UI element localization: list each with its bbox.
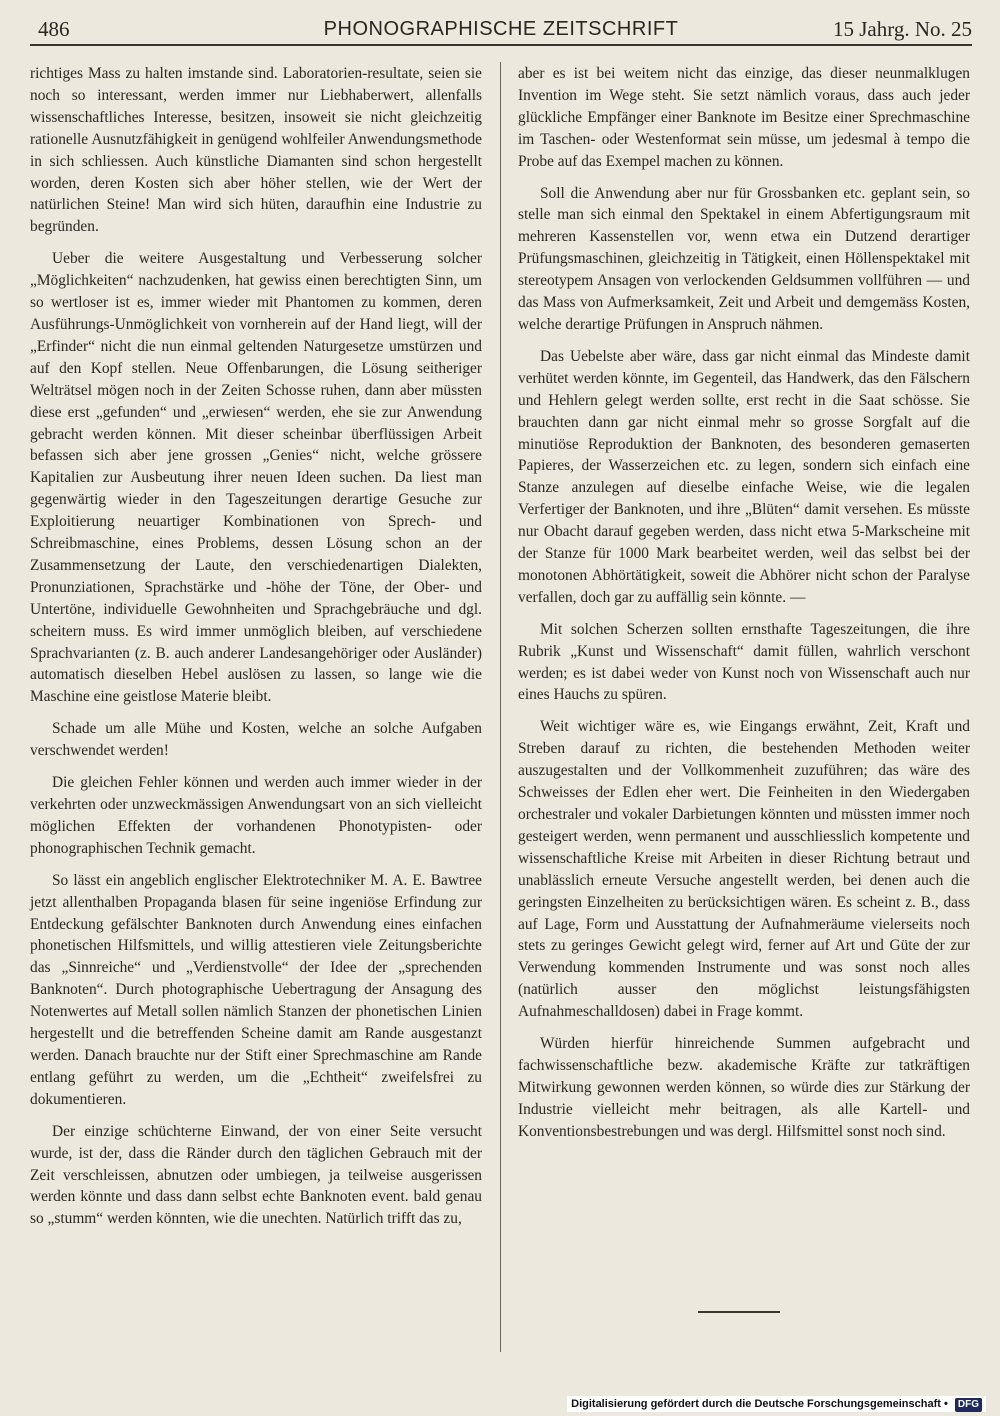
credit-text: Digitalisierung gefördert durch die Deutsche Forschungsgemeinschaft (571, 1398, 941, 1410)
paragraph: Der einzige schüchterne Einwand, der von einer Seite versucht wurde, ist der, dass die Ränder durch den täglichen Gebrauch mit der Zeit verschleissen, abnutzen oder umbiegen, ja teilweise ausgerissen werden könnte und dass dann selbst echte Banknoten event. bald genau so „stumm“ werden könnten, wie die unechten. Natürlich trifft das zu, (30, 1122, 482, 1228)
article-end-rule (698, 1311, 780, 1313)
right-column (518, 63, 970, 1153)
paragraph: Würden hierfür hinreichende Summen aufgebracht und fachwissenschaftliche bezw. akademische Kräfte zur tatkräftigen Mitwirkung gewonnen werden können, so würde dies zur Stärkung der Industrie vielleicht mehr beitragen, als alle Kartell- und Konventionsbestrebungen und was dergl. Hilfsmittel sonst noch sind. (518, 1035, 970, 1140)
digitization-credit: Digitalisierung gefördert durch die Deutsche Forschungsgemeinschaft • DFG (567, 1396, 986, 1412)
journal-title: PHONOGRAPHISCHE ZEITSCHRIFT (323, 18, 679, 40)
paragraph: Mit solchen Scherzen sollten ernsthafte Tageszeitungen, die ihre Rubrik „Kunst und Wissenschaft“ damit füllen, wahrlich verschont werden; es ist dabei weder von Kunst noch von Wissenschaft auch nur eines Hauchs zu spüren. (518, 620, 970, 704)
paragraph: Ueber die weitere Ausgestaltung und Verbesserung solcher „Möglichkeiten“ nachzudenken, hat gewiss einen berechtigten Sinn, um so wertloser ist es, immer wieder mit Phantomen zu kommen, deren Ausführungs-Unmöglichkeit von vornherein auf der Hand liegt, will der „Erfinder“ nicht die nun einmal geltenden Naturgesetze umstürzen und auf den Kopf stellen. Neue Offenbarungen, die Lösung seitheriger Welträtsel mögen noch in der Zeiten Schosse ruhen, dann aber müssten diese erst „gefunden“ und „erwiesen“ werden, ehe sie zur Anwendung gebracht werden können. Mit dieser scheinbar überflüssigen Arbeit befassen sich aber jene grossen „Genies“ nicht, welche grössere Kapitalien zur Ausbeutung ihrer neuen Ideen suchen. Da liest man gegenwärtig wieder in den Tageszeitungen derartige Gesuche zur Exploitierung neuartiger Kombinationen von Sprech- und Schreibmaschine, eines Problems, dessen Lösung schon an der Zusammensetzung der Laute, den verschiedenartigen Dialekten, Pronunziationen, Sprachstärke und -höhe der Töne, der Ober- und Untertöne, individuelle Gewohnheiten und Sprachgebräuche und dgl. scheitern muss. Es wird immer unmöglich bleiben, auf verschiedene Sprachvarianten (z. B. auch anderer Landesangehöriger oder Ausländer) automatisch dieselben Hebel auslösen zu lassen, so lange wie die Maschine eine geistlose Materie bleibt. (30, 250, 482, 706)
paragraph: Das Uebelste aber wäre, dass gar nicht einmal das Mindeste damit verhütet werden könnte, im Gegenteil, das Handwerk, das den Fälschern und Hehlern gelegt werden sollte, erst recht in die Saat schösse. Sie brauchten dann gar nicht einmal mehr so grosse Sorgfalt auf die minutiöse Reproduktion der Banknoten, des besonderen gemaserten Papieres, der Wasserzeichen etc. zu legen, sondern sich einfach eine Stanze anzulegen auf dieselbe einfache Weise, wie die legalen Verfertiger der Banknoten, und ihre „Blüten“ damit versehen. Es müsste nur Obacht darauf gegeben werden, dass nicht etwa 5-Markscheine mit der Stanze für 1000 Mark bearbeitet werden, weil das selbst bei der monotonen Abhörtätigkeit, soweit die Abhörer nicht schon der Paralyse verfallen, doch gar zu auffällig sein könnte. — (518, 347, 970, 606)
issue-label: 15 Jahrg. No. 25 (832, 17, 972, 41)
paragraph: richtiges Mass zu halten imstande sind. Laboratorien-resultate, seien sie noch so interessant, werden immer nur Liebhaberwert, allenfalls wissenschaftliches Interesse, besitzen, insoweit sie nicht gleichzeitig rationelle Ausnutzfähigkeit in genügend wohlfeiler Anwendungsmethode in sich schliessen. Auch künstliche Diamanten sind schon hergestellt worden, deren Kosten sich aber höher stellen, wie der Wert der natürlichen Steine! Man wird sich hüten, daraufhin eine Industrie zu begründen. (30, 65, 482, 236)
paragraph: Weit wichtiger wäre es, wie Eingangs erwähnt, Zeit, Kraft und Streben darauf zu richten, die bestehenden Methoden weiter auszugestalten und der Vollkommenheit zuzuführen; das wäre des Schweisses der Edlen eher wert. Die Feinheiten in den Wiedergaben orchestraler und vokaler Darbietungen könnten und müssten immer noch gesteigert werden, wenn permanent und ausschliesslich kompetente und wissenschaftliche Kreise mit Arbeiten in dieser Richtung betraut und unablässlich erneute Versuche angestellt werden, bei denen auch die geringsten Einzelheiten zu berücksichtigen wären. Es scheint z. B., dass auf Lage, Form und Ausstattung der Aufnahmeräume vielerseits noch stets zu geringes Gewicht gelegt wird, ferner auf Art und Güte der zur Verwendung kommenden Instrumente und was sonst noch alles (natürlich ausser den möglichst leistungsfähigsten Aufnahmeschalldosen) dabei in Frage kommt. (518, 718, 970, 1021)
paragraph: So lässt ein angeblich englischer Elektrotechniker M. A. E. Bawtree jetzt allenthalben Propaganda blasen für seine ingeniöse Erfindung zur Entdeckung gefälschter Banknoten durch Anwendung eines einfachen phonetischen Hilfsmittels, und willig attestieren viele Zeitungsberichte das „Sinnreiche“ und „Verdienstvolle“ der Idee der „sprechenden Banknoten“. Durch photographische Uebertragung der Ansagung des Notenwertes auf Metall sollen nämlich Stanzen der phonetischen Linien hergestellt und die betreffenden Scheine damit am Rande ausgestanzt werden. Danach brauchte nur der Stift einer Sprechmaschine am Rande entlang geführt zu werden, um die „Echtheit“ zweifelsfrei zu dokumentieren. (30, 871, 482, 1108)
column-divider (500, 62, 501, 1352)
page-header (30, 14, 972, 46)
paragraph: Schade um alle Mühe und Kosten, welche an solche Aufgaben verschwendet werden! (30, 720, 482, 760)
paragraph: Soll die Anwendung aber nur für Grossbanken etc. geplant sein, so stelle man sich einmal den Spektakel in einem Abfertigungsraum mit mehreren Kassenstellen vor, wenn etwa ein Dutzend derartiger Prüfungsmaschinen, gleichzeitig in Tätigkeit, einen Höllenspektakel mit stereotypem Ansagen von verlockenden Geldsummen vollführen — und das Mass von Aufmerksamkeit, Zeit und Arbeit und demgemäss Kosten, welche derartige Prüfungen in Anspruch nähmen. (518, 184, 970, 333)
left-column (30, 63, 482, 1240)
paragraph: Die gleichen Fehler können und werden auch immer wieder in der verkehrten oder unzweckmässigen Anwendungsart von an sich vielleicht möglichen Effekten der vorhandenen Phonotypisten- oder phonographischen Technik gemacht. (30, 774, 482, 857)
paragraph: aber es ist bei weitem nicht das einzige, das dieser neunmalklugen Invention im Wege steht. Sie setzt nämlich voraus, dass auch jeder glückliche Empfänger einer Banknote im Besitze einer Sprechmaschine im Taschen- oder Westenformat sein müsse, um jedesmal à tempo die Probe auf das Exempel machen zu können. (518, 65, 970, 170)
page-number: 486 (38, 17, 70, 41)
dfg-logo-icon: DFG (955, 1398, 982, 1412)
